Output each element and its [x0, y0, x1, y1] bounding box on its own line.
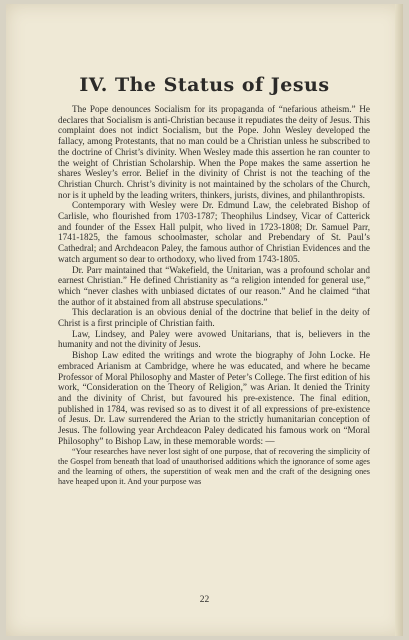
paragraph: Bishop Law edited the writings and wrote the biography of John Locke. He embraced Arianism at Cambridge, where he was educated, and where he became Professor of Moral Philosophy and Master of Peter’s College. The first edition of his work, “Consideration on the Theory of Religion,” was Arian. It denied the Trinity and the divinity of Christ, but favoured his pre-existence. The final edition, published in 1784, was revised so as to divest it of all expressions of pre-existence of Jesus. Dr. Law surrendered the Arian to the strictly humanitarian conception of Jesus. The following year Archdeacon Paley dedicated his famous work on “Moral Philosophy” to Bishop Law, in these memorable words: — — [58, 350, 370, 446]
paragraph: Law, Lindsey, and Paley were avowed Unitarians, that is, believers in the humanity and not the divinity of Jesus. — [58, 328, 370, 350]
paragraph: The Pope denounces Socialism for its propaganda of “nefarious atheism.” He declares that Socialism is anti-Christian because it repudiates the deity of Jesus. This complaint does not indict Socialism, but the Pope. John Wesley developed the fallacy, among Protestants, that no man could be a Christian unless he subscribed to the doctrine of Christ’s divinity. When Wesley made this assertion he ran counter to the weight of Christian Scholarship. When the Pope makes the same assertion he shares Wesley’s error. Belief in the divinity of Christ is not the teaching of the Christian Church. Christ’s divinity is not maintained by the scholars of the Church, nor is it upheld by the leading writers, thinkers, jurists, divines, and philanthropists. — [58, 104, 370, 200]
chapter-body — [58, 104, 370, 487]
block-quote: “Your researches have never lost sight of one purpose, that of recovering the simplicity of the Gospel from beneath that load of unauthorised additions which the ignorance of some ages and the learning of others, the superstition of weak men and the craft of the designing ones have heaped upon it. And your purpose was — [58, 446, 370, 487]
paragraph: Contemporary with Wesley were Dr. Edmund Law, the celebrated Bishop of Carlisle, who flourished from 1703-1787; Theophilus Lindsey, Vicar of Catterick and founder of the Essex Hall pulpit, who lived in 1723-1808; Dr. Samuel Parr, 1741-1825, the famous schoolmaster, scholar and Prebendary of St. Paul’s Cathedral; and Archdeacon Paley, the famous author of Christian Evidences and the watch argument so dear to orthodoxy, who lived from 1743-1805. — [58, 200, 370, 264]
paragraph: Dr. Parr maintained that “Wakefield, the Unitarian, was a profound scholar and earnest Christian.” He defined Christianity as “a religion intended for general use,” which “never clashes with unbiased dictates of our reason.” And he claimed “that the author of it abstained from all abstruse speculations.” — [58, 264, 370, 307]
page-number: 22 — [199, 595, 210, 605]
paragraph: This declaration is an obvious denial of the doctrine that belief in the deity of Christ is a first principle of Christian faith. — [58, 307, 370, 329]
page-edge — [395, 4, 403, 636]
chapter-title: IV. The Status of Jesus — [79, 74, 330, 96]
book-page — [6, 4, 403, 636]
